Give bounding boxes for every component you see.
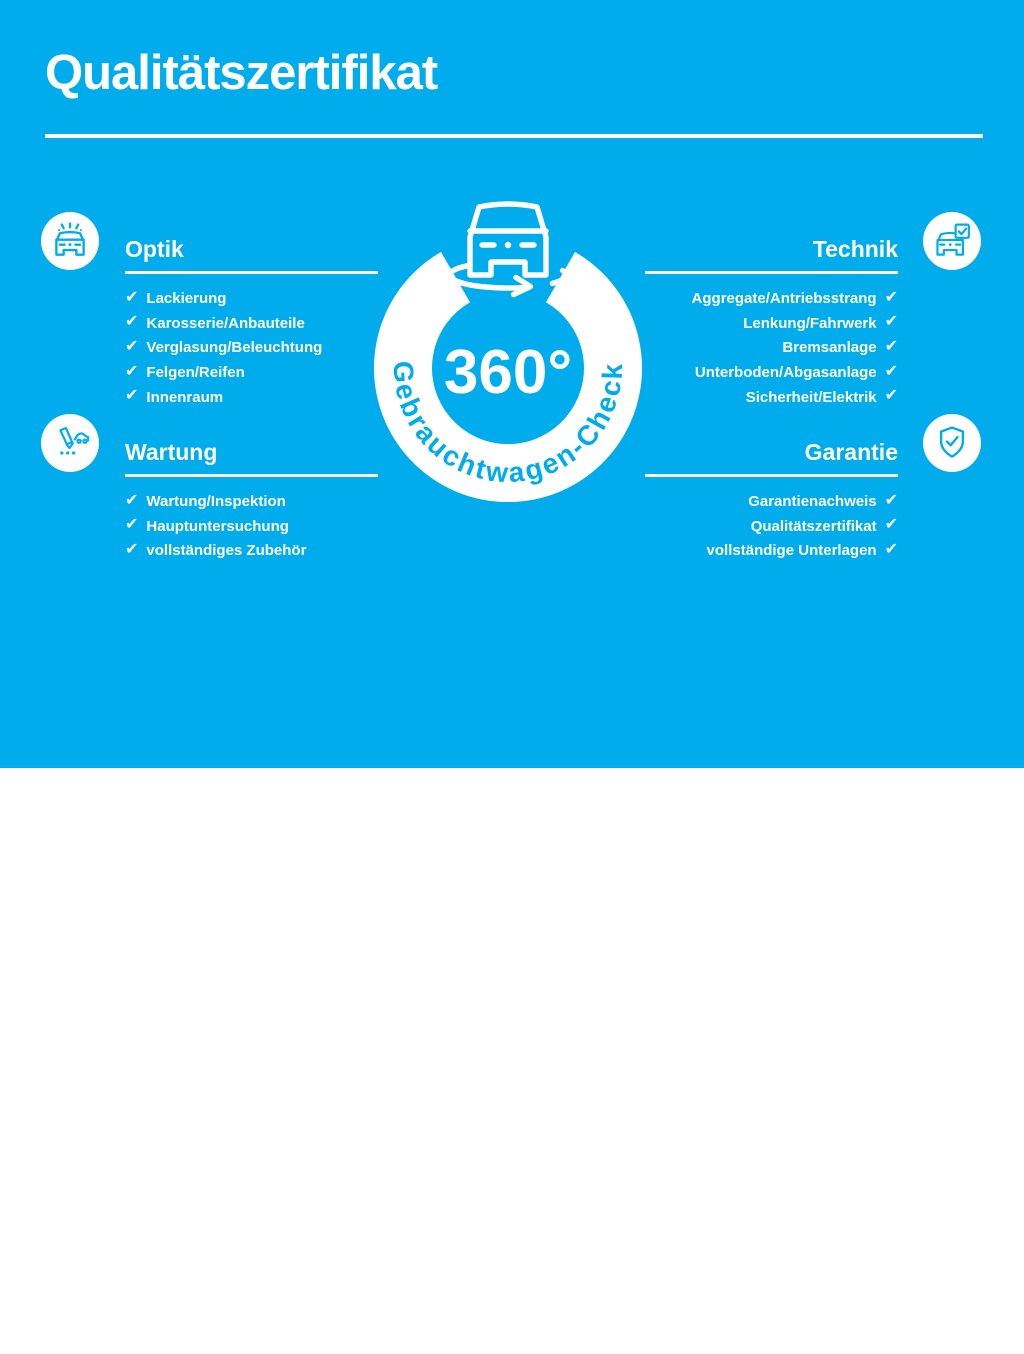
car-checkbox-icon bbox=[932, 221, 972, 261]
checklist-item-label: Karosserie/Anbauteile bbox=[146, 314, 305, 332]
vw-logo-icon bbox=[58, 1275, 115, 1332]
shield-check-icon bbox=[932, 423, 972, 463]
checklist-item-label: Hauptuntersuchung bbox=[146, 517, 289, 535]
section-items bbox=[125, 490, 378, 564]
checklist-item bbox=[645, 539, 898, 564]
checklist-item bbox=[125, 336, 378, 361]
check-icon: ✔ bbox=[125, 491, 139, 509]
section-title: Garantie bbox=[804, 439, 898, 465]
checklist-item-label: vollständige Unterlagen bbox=[706, 542, 877, 560]
checklist-item-label: Aggregate/Antriebsstrang bbox=[691, 290, 877, 308]
checklist-item-label: Unterboden/Abgasanlage bbox=[694, 364, 877, 382]
check-icon: ✔ bbox=[884, 516, 898, 534]
ring-label: Gebrauchtwagen-Check bbox=[387, 360, 629, 489]
program-title: ProfiPartner bbox=[196, 1278, 341, 1306]
optik-icon-badge bbox=[41, 212, 99, 270]
checklist-item-label: Wartung/Inspektion bbox=[146, 493, 286, 511]
check-icon: ✔ bbox=[125, 313, 139, 331]
checklist-item bbox=[645, 385, 898, 410]
checklist-item-label: Bremsanlage bbox=[782, 339, 877, 357]
check-icon: ✔ bbox=[125, 516, 139, 534]
section-divider bbox=[125, 271, 378, 274]
checklist-item-label: Qualitätszertifikat bbox=[750, 517, 877, 535]
checklist-item bbox=[125, 287, 378, 312]
checklist-item bbox=[645, 514, 898, 539]
car-360-rotation-icon bbox=[450, 204, 566, 295]
checklist-item bbox=[125, 514, 378, 539]
section-title: Wartung bbox=[125, 439, 218, 465]
section-optik bbox=[125, 238, 378, 409]
car-shine-icon bbox=[50, 221, 90, 261]
section-divider bbox=[645, 271, 898, 274]
check-icon: ✔ bbox=[125, 387, 139, 405]
section-garantie bbox=[645, 441, 898, 563]
section-title: Optik bbox=[125, 236, 184, 262]
checklist-item bbox=[125, 539, 378, 564]
check-icon: ✔ bbox=[125, 337, 139, 355]
checklist-item-label: Garantienachweis bbox=[748, 493, 877, 511]
checklist-item bbox=[125, 490, 378, 515]
wartung-icon-badge bbox=[41, 414, 99, 472]
title-divider bbox=[45, 134, 983, 138]
checklist-item-label: Innenraum bbox=[146, 388, 224, 406]
checklist-item-label: Lackierung bbox=[146, 290, 227, 308]
section-items bbox=[645, 287, 898, 410]
check-icon: ✔ bbox=[125, 362, 139, 380]
checklist-item bbox=[125, 360, 378, 385]
checklist-item-label: vollständiges Zubehör bbox=[146, 542, 307, 560]
checklist-item bbox=[125, 385, 378, 410]
checklist-item-label: Sicherheit/Elektrik bbox=[745, 388, 877, 406]
section-items bbox=[125, 287, 378, 410]
brand-label: Nutzfahrzeuge bbox=[33, 1336, 144, 1353]
section-technik bbox=[645, 238, 898, 409]
service-pen-icon bbox=[50, 423, 90, 463]
check-icon: ✔ bbox=[884, 288, 898, 306]
section-divider bbox=[125, 474, 378, 477]
check-icon: ✔ bbox=[884, 337, 898, 355]
check-icon: ✔ bbox=[884, 362, 898, 380]
checklist-item bbox=[645, 336, 898, 361]
checklist-item bbox=[125, 311, 378, 336]
checklist-item bbox=[645, 360, 898, 385]
degrees-label: 360° bbox=[443, 338, 573, 407]
section-divider bbox=[645, 474, 898, 477]
section-items bbox=[645, 490, 898, 564]
checklist-item bbox=[645, 311, 898, 336]
check-icon: ✔ bbox=[884, 387, 898, 405]
check-icon: ✔ bbox=[884, 540, 898, 558]
check-icon: ✔ bbox=[125, 288, 139, 306]
checklist-item-label: Felgen/Reifen bbox=[146, 364, 245, 382]
footer-divider bbox=[170, 1275, 173, 1333]
checklist-item bbox=[645, 287, 898, 312]
garantie-icon-badge bbox=[923, 414, 981, 472]
technik-icon-badge bbox=[923, 212, 981, 270]
footer bbox=[0, 630, 1024, 1353]
checklist-item bbox=[645, 490, 898, 515]
page-title: Qualitätszertifikat bbox=[45, 46, 438, 100]
vw-logo bbox=[58, 1275, 115, 1332]
check-icon: ✔ bbox=[125, 540, 139, 558]
checklist-item-label: Verglasung/Beleuchtung bbox=[146, 339, 323, 357]
section-wartung bbox=[125, 441, 378, 563]
check-icon: ✔ bbox=[884, 313, 898, 331]
program-subtitle: für Gebrauchtwagen bbox=[196, 1308, 351, 1327]
checklist-item-label: Lenkung/Fahrwerk bbox=[743, 314, 877, 332]
section-title: Technik bbox=[812, 236, 898, 262]
360-check-badge bbox=[358, 175, 658, 510]
check-icon: ✔ bbox=[884, 491, 898, 509]
